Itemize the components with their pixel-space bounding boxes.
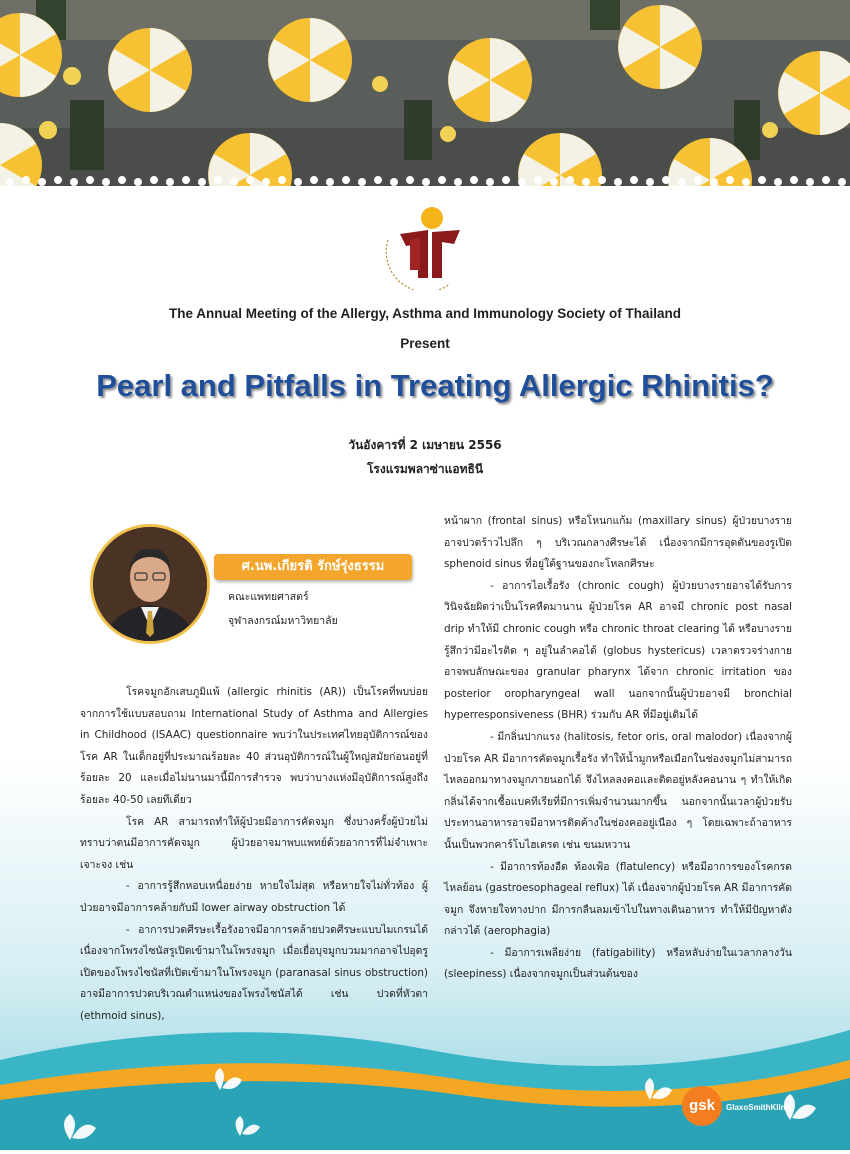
event-date: วันอังคารที่ 2 เมษายน 2556 (348, 438, 502, 452)
paragraph: - อาการรู้สึกหอบเหนื่อยง่าย หายใจไม่สุด หรือหายใจไม่ทั่วท้อง ผู้ป่วยอาจมีอาการคล้ายกับมี lower airway obstruction ได้ (80, 880, 428, 914)
paragraph: โรคจมูกอักเสบภูมิแพ้ (allergic rhinitis (AR)) เป็นโรคที่พบบ่อย จากการใช้แบบสอบถาม International Study of Asthma and Allergies in Childhood (ISAAC) questionnaire พบว่าในประเทศไทยอุบัติการณ์ของโรค AR ในเด็กอยู่ที่ประมาณร้อยละ 40 ส่วนอุบัติการณ์ในผู้ใหญ่สมัยก่อนอยู่ที่ร้อยละ 20 และเมื่อไม่นานมานี้มีการสำรวจ พบว่าบางแห่งมีอุบัติการณ์สูงถึงร้อยละ 40-50 เลยทีเดียว (80, 686, 428, 806)
gsk-logo: gsk (682, 1086, 722, 1126)
paragraph: - มีอาการท้องอืด ท้องเฟ้อ (flatulency) หรือมีอาการของโรคกรดไหลย้อน (gastroesophageal reflux) ได้ เนื่องจากผู้ป่วยโรค AR มีอาการคัดจมูก จึงหายใจทางปาก มีการกลืนลมเข้าไปในทางเดินอาหาร ทำให้มีปัญหาดังกล่าวได้ (aerophagia) (444, 860, 792, 938)
speaker-faculty: คณะแพทยศาสตร์ (228, 591, 309, 603)
society-logo-icon (380, 200, 470, 290)
paragraph: - มีอาการเพลียง่าย (fatigability) หรือหลับง่ายในเวลากลางวัน (sleepiness) เนื่องจากจมูกเป็นส่วนต้นของ (444, 946, 792, 981)
paragraph: - อาการปวดศีรษะเรื้อรังอาจมีอาการคล้ายปวดศีรษะแบบไมเกรนได้ เนื่องจากโพรงไซนัสรูเปิดเข้ามาในโพรงจมูก เมื่อเยื่อบุจมูกบวมมากอาจไปอุดรูเปิดของโพรงไซนัสที่เปิดเข้ามาในโพรงจมูก (paranasal sinus obstruction) อาจมีอาการปวดบริเวณตำแหน่งของโพรงไซนัสได้ เช่น ปวดที่หัวตา (ethmoid sinus), (80, 923, 428, 1022)
paragraph: โรค AR สามารถทำให้ผู้ป่วยมีอาการคัดจมูก ซึ่งบางครั้งผู้ป่วยไม่ทราบว่าตนมีอาการคัดจมูก ผู้ป่วยอาจมาพบแพทย์ด้วยอาการที่ไม่จำเพาะเจาะจง เช่น (80, 815, 428, 871)
page-title: Pearl and Pitfalls in Treating Allergic Rhinitis? (96, 368, 774, 403)
header-photo (0, 0, 850, 186)
article-right-column (444, 511, 792, 986)
paragraph: - อาการไอเรื้อรัง (chronic cough) ผู้ป่วยบางรายอาจได้รับการวินิจฉัยผิดว่าเป็นโรคหืดมานาน ผู้ป่วยโรค AR อาจมี chronic post nasal drip ทำให้มี chronic cough หรือ chronic throat clearing ได้ หรือบางรายรู้สึกว่ามีอะไรติด ๆ อยู่ในลำคอได้ (globus hystericus) เวลาตรวจร่างกายอาจพบลักษณะของ granular pharynx ได้จาก chronic irritation ของ posterior oropharyngeal wall นอกจากนั้นผู้ป่วยอาจมี bronchial hyperresponsiveness (BHR) ร่วมกับ AR ที่มีอยู่เดิมได้ (444, 579, 792, 722)
present-label: Present (400, 336, 450, 351)
paragraph: - มีกลิ่นปากแรง (halitosis, fetor oris, oral malodor) เนื่องจากผู้ป่วยโรค AR มีอาการคัดจมูกเรื้อรัง ทำให้น้ำมูกหรือเมือกในช่องจมูกไม่สามารถไหลออกมาทางจมูกภายนอกได้ จึงไหลลงคอและติดอยู่หลังคอนาน ๆ ทำให้เกิดกลิ่นได้จากเชื้อแบคทีเรียที่มีการเพิ่มจำนวนมากขึ้น นอกจากนั้นเวลาผู้ป่วยรับประทานอาหารอาจมีอาหารติดค้างในช่องคออยู่เนือง ๆ โดยเฉพาะถ้าอาหารนั้นเป็นพวกคาร์โบไฮเดรต เช่น ขนมหวาน (444, 730, 792, 851)
article-left-column (80, 682, 428, 1028)
speaker-university: จุฬาลงกรณ์มหาวิทยาลัย (228, 615, 338, 627)
sponsor-name: GlaxoSmithKline (726, 1103, 791, 1112)
society-name: The Annual Meeting of the Allergy, Asthma and Immunology Society of Thailand (168, 306, 682, 321)
paragraph: หน้าผาก (frontal sinus) หรือโหนกแก้ม (maxillary sinus) ผู้ป่วยบางรายอาจปวดร้าวไปลึก ๆ บริเวณกลางศีรษะได้ เนื่องจากมีการอุดตันของรูเปิด sphenoid sinus ที่อยู่ใต้ฐานของกะโหลกศีรษะ (444, 515, 792, 571)
speaker-photo (90, 524, 210, 644)
event-venue: โรงแรมพลาซ่าแอทธินี (366, 462, 484, 476)
speaker-name: ศ.นพ.เกียรติ รักษ์รุ่งธรรม (214, 554, 412, 580)
